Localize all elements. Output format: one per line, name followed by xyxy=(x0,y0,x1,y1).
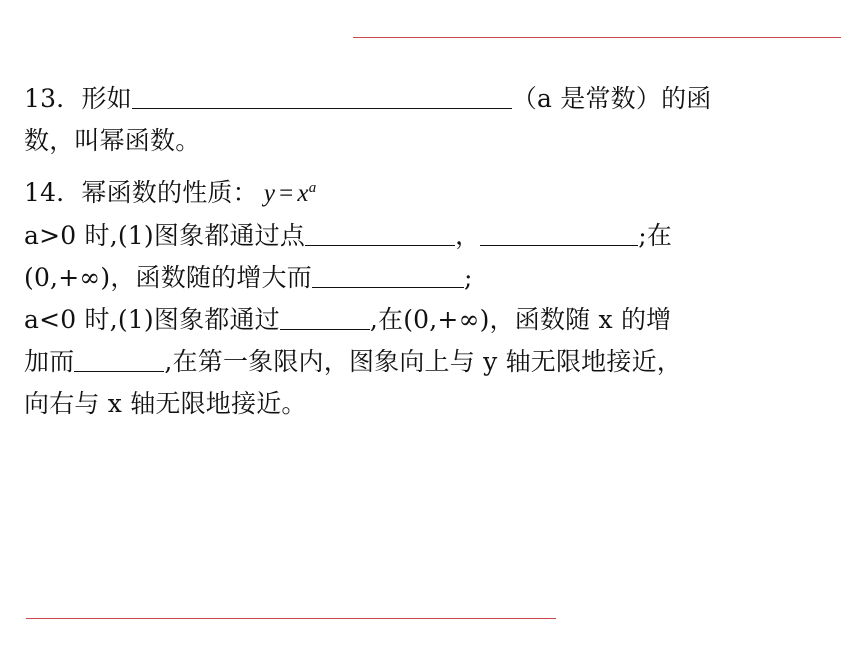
negative-line-2 xyxy=(24,341,814,383)
item-14-line-1 xyxy=(24,172,814,215)
top-divider xyxy=(353,37,841,38)
fill-blank-monotonicity-negative[interactable] xyxy=(74,347,164,372)
fill-blank-definition[interactable] xyxy=(132,84,512,109)
item-14-lead: 14．幂函数的性质： xyxy=(24,178,258,207)
bottom-divider xyxy=(26,618,556,619)
negative-line-1-mid: ,在(0,+∞)，函数随 x 的增 xyxy=(369,305,672,334)
item-13-tail: （a 是常数）的函 xyxy=(511,84,712,113)
spacer xyxy=(24,162,814,172)
fill-blank-point-2[interactable] xyxy=(480,221,638,246)
document-body xyxy=(24,78,814,425)
item-14 xyxy=(24,172,814,215)
positive-exponent-properties xyxy=(24,215,814,299)
positive-line-2 xyxy=(24,257,814,299)
positive-line-2-tail: ; xyxy=(463,263,473,292)
negative-line-2-lead: 加而 xyxy=(24,347,75,376)
fill-blank-monotonicity[interactable] xyxy=(312,263,464,288)
negative-line-3: 向右与 x 轴无限地接近。 xyxy=(24,389,307,418)
positive-line-1-lead: a>0 时,(1)图象都通过点 xyxy=(24,221,306,250)
item-13 xyxy=(24,78,814,162)
negative-line-1-lead: a<0 时,(1)图象都通过 xyxy=(24,305,280,334)
formula-y: y xyxy=(263,180,276,207)
fill-blank-point-negative[interactable] xyxy=(280,305,370,330)
item-13-lead: 13．形如 xyxy=(24,84,132,113)
formula-equals: = xyxy=(279,180,294,207)
item-13-line-2: 数，叫幂函数。 xyxy=(24,126,201,155)
item-13-line-1 xyxy=(24,78,814,120)
positive-line-1-tail: ;在 xyxy=(638,221,673,250)
negative-line-1 xyxy=(24,299,814,341)
fill-blank-point-1[interactable] xyxy=(305,221,455,246)
formula-x: x xyxy=(297,180,309,207)
negative-line-2-tail: ,在第一象限内，图象向上与 y 轴无限地接近， xyxy=(164,347,682,376)
formula-exponent: a xyxy=(308,180,317,196)
positive-line-2-lead: (0,+∞)，函数随的增大而 xyxy=(24,263,312,292)
negative-exponent-properties xyxy=(24,299,814,425)
positive-line-1 xyxy=(24,215,814,257)
power-function-formula xyxy=(264,180,317,207)
positive-line-1-comma: ， xyxy=(455,221,481,250)
